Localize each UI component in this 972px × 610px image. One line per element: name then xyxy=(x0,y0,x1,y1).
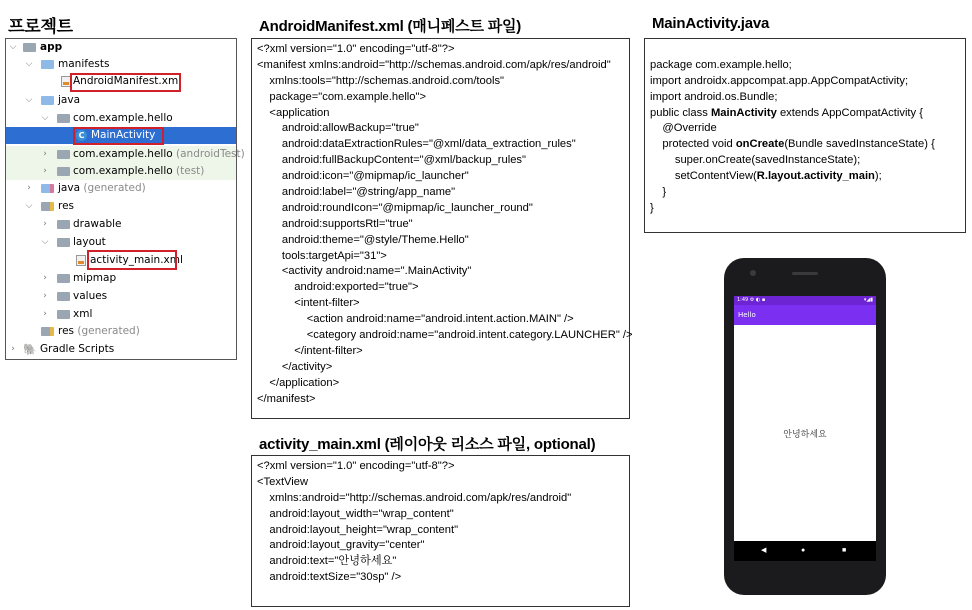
class-name: MainActivity xyxy=(710,106,777,119)
highlight-activity-main-xml xyxy=(87,250,177,270)
tree-item-label: drawable xyxy=(73,218,122,230)
tree-item-res[interactable] xyxy=(6,198,236,215)
tree-item-suffix: (generated) xyxy=(83,182,146,194)
module-folder-icon xyxy=(23,43,36,52)
tree-item-label: Gradle Scripts xyxy=(40,343,115,355)
chevron-down-icon[interactable]: ⌵ xyxy=(25,95,33,105)
code-line: </activity> xyxy=(257,360,333,373)
project-heading: 프로젝트 xyxy=(8,17,73,36)
code-line: </manifest> xyxy=(257,392,316,405)
code-line: } xyxy=(650,201,654,214)
tree-item-label: MainActivity xyxy=(91,129,156,141)
tree-item-package-test[interactable] xyxy=(6,163,236,180)
folder-icon xyxy=(57,238,70,247)
code-line: xmlns:android="http://schemas.android.com/apk/res/android" xyxy=(257,491,572,504)
code-line: <activity android:name=".MainActivity" xyxy=(257,265,472,278)
code-line: <action android:name="android.intent.action.MAIN" /> xyxy=(257,313,574,326)
tree-item-label: res xyxy=(58,200,75,212)
code-line: android:allowBackup="true" xyxy=(257,122,419,135)
code-line: </application> xyxy=(257,376,340,389)
code-line: android:supportsRtl="true" xyxy=(257,217,413,230)
phone-mockup xyxy=(724,258,886,595)
code-line: android:dataExtractionRules="@xml/data_extraction_rules" xyxy=(257,138,576,151)
home-icon[interactable]: ● xyxy=(801,547,806,554)
tree-item-gradle-scripts[interactable] xyxy=(6,341,236,358)
generated-folder-icon xyxy=(41,184,54,193)
manifest-code-box xyxy=(251,38,633,419)
tree-item-label: com.example.hello (androidTest) xyxy=(73,148,245,160)
res-folder-icon xyxy=(41,202,54,211)
tree-item-label: com.example.hello (test) xyxy=(73,165,205,177)
method-name: onCreate xyxy=(735,138,785,151)
tree-item-label: mipmap xyxy=(73,272,117,284)
code-line: <application xyxy=(257,106,330,119)
manifest-heading: AndroidManifest.xml (매니페스트 파일) xyxy=(259,18,522,35)
tree-item-label: values xyxy=(73,290,108,302)
folder-icon xyxy=(41,96,54,105)
activity-xml-heading: activity_main.xml (레이아웃 리소스 파일, optional) xyxy=(259,436,596,453)
code-line: import android.os.Bundle; xyxy=(650,90,778,103)
tree-item-values[interactable] xyxy=(6,288,236,305)
back-icon[interactable]: ◀ xyxy=(761,547,767,554)
tree-item-xml[interactable] xyxy=(6,306,236,323)
tree-item-java[interactable] xyxy=(6,92,236,109)
chevron-down-icon[interactable]: ⌵ xyxy=(41,237,49,247)
code-line: android:label="@string/app_name" xyxy=(257,186,456,199)
code-line: <intent-filter> xyxy=(257,297,360,310)
class-icon: C xyxy=(76,130,87,141)
camera-icon xyxy=(750,270,756,276)
main-java-heading: MainActivity.java xyxy=(652,15,770,32)
code-line: <manifest xmlns:android="http://schemas.android.com/apk/res/android" xyxy=(257,58,611,71)
hello-textview: 안녕하세요 xyxy=(783,430,827,440)
code-line: import androidx.appcompat.app.AppCompatActivity; xyxy=(650,74,909,87)
package-folder-icon xyxy=(57,150,70,159)
speaker-grille xyxy=(792,272,818,275)
code-line: setContentView(R.layout.activity_main); xyxy=(650,170,882,183)
tree-item-drawable[interactable] xyxy=(6,216,236,233)
tree-item-manifests[interactable] xyxy=(6,56,236,73)
folder-icon xyxy=(57,310,70,319)
tree-item-suffix: (test) xyxy=(176,165,205,177)
main-java-code-box xyxy=(644,38,966,233)
chevron-down-icon[interactable]: ⌵ xyxy=(9,42,17,52)
tree-item-package[interactable] xyxy=(6,110,236,127)
app-bar-title: Hello xyxy=(734,305,876,325)
layout-file-icon xyxy=(76,255,86,266)
code-line: package="com.example.hello"> xyxy=(257,90,427,103)
tree-item-label: activity_main.xml xyxy=(90,254,183,266)
status-time: 1:49 ⚙ ◐ ▪ xyxy=(737,297,766,303)
tree-item-label: res (generated) xyxy=(58,325,140,337)
code-line: </intent-filter> xyxy=(257,344,363,357)
status-notification-icons: ⚙ ◐ ▪ xyxy=(749,297,766,303)
code-line: package com.example.hello; xyxy=(650,58,792,71)
chevron-down-icon[interactable]: ⌵ xyxy=(25,59,33,69)
folder-icon xyxy=(41,60,54,69)
tree-item-label: xml xyxy=(73,308,93,320)
tree-item-label: java xyxy=(58,94,80,106)
chevron-down-icon[interactable]: ⌵ xyxy=(25,201,33,211)
project-tree[interactable] xyxy=(5,38,245,360)
chevron-right-icon[interactable]: › xyxy=(43,219,47,229)
tree-item-label: AndroidManifest.xml xyxy=(73,75,182,87)
recent-apps-icon[interactable]: ■ xyxy=(842,547,847,554)
code-line: @Override xyxy=(650,122,717,135)
code-line: android:layout_height="wrap_content" xyxy=(257,523,459,536)
tree-item-res-generated[interactable] xyxy=(6,323,236,340)
chevron-right-icon[interactable]: › xyxy=(43,166,47,176)
folder-icon xyxy=(57,292,70,301)
gradle-elephant-icon: 🐘 xyxy=(23,343,37,356)
chevron-right-icon[interactable]: › xyxy=(43,273,47,283)
package-folder-icon xyxy=(57,167,70,176)
chevron-right-icon[interactable]: › xyxy=(27,183,31,193)
tree-item-label: com.example.hello xyxy=(73,112,173,124)
code-line: android:exported="true"> xyxy=(257,281,419,294)
chevron-down-icon[interactable]: ⌵ xyxy=(41,113,49,123)
code-line: tools:targetApi="31"> xyxy=(257,249,387,262)
code-line: protected void onCreate(Bundle savedInstanceState) { xyxy=(650,138,935,151)
tree-item-suffix: (generated) xyxy=(77,325,140,337)
code-line: <?xml version="1.0" encoding="utf-8"?> xyxy=(257,460,455,472)
activity-xml-code-box xyxy=(251,455,630,607)
chevron-right-icon[interactable]: › xyxy=(43,291,47,301)
code-line: <TextView xyxy=(257,475,309,488)
highlight-main-activity xyxy=(73,127,164,145)
code-line: android:theme="@style/Theme.Hello" xyxy=(257,233,469,246)
res-folder-icon xyxy=(41,327,54,336)
code-line: android:textSize="30sp" /> xyxy=(257,571,402,584)
chevron-right-icon[interactable]: › xyxy=(43,309,47,319)
package-folder-icon xyxy=(57,114,70,123)
tree-item-suffix: (androidTest) xyxy=(176,148,245,160)
code-line: android:layout_width="wrap_content" xyxy=(257,507,454,520)
phone-screen xyxy=(734,296,876,541)
folder-icon xyxy=(57,274,70,283)
code-line: } xyxy=(650,186,667,199)
layout-reference: R.layout.activity_main xyxy=(756,170,875,183)
status-bar xyxy=(734,296,876,305)
code-line: android:fullBackupContent="@xml/backup_rules" xyxy=(257,154,526,167)
tree-item-layout[interactable] xyxy=(6,234,236,251)
status-signal-battery-icons: ▾◢▮ xyxy=(863,297,873,303)
code-line: super.onCreate(savedInstanceState); xyxy=(650,154,861,167)
highlight-manifest-file xyxy=(70,73,181,92)
folder-icon xyxy=(57,220,70,229)
chevron-right-icon[interactable]: › xyxy=(11,344,15,354)
tree-item-label: layout xyxy=(73,236,106,248)
code-line: android:roundIcon="@mipmap/ic_launcher_round" xyxy=(257,201,533,214)
code-line: xmlns:tools="http://schemas.android.com/tools" xyxy=(257,74,505,87)
code-line: <?xml version="1.0" encoding="utf-8"?> xyxy=(257,43,455,55)
tree-item-mipmap[interactable] xyxy=(6,270,236,287)
tree-item-label: app xyxy=(40,41,63,53)
code-line: android:icon="@mipmap/ic_launcher" xyxy=(257,170,469,183)
tree-item-label: java (generated) xyxy=(58,182,146,194)
code-line: <category android:name="android.intent.category.LAUNCHER" /> xyxy=(257,329,633,342)
tree-item-package-android-test[interactable] xyxy=(6,146,245,163)
code-line: public class MainActivity extends AppCompatActivity { xyxy=(650,106,923,119)
chevron-right-icon[interactable]: › xyxy=(43,149,47,159)
tree-item-java-generated[interactable] xyxy=(6,180,236,197)
code-line: android:text="안녕하세요" xyxy=(257,555,397,568)
tree-item-label: manifests xyxy=(58,58,110,70)
tree-item-app[interactable] xyxy=(6,39,236,56)
code-line: android:layout_gravity="center" xyxy=(257,539,425,552)
